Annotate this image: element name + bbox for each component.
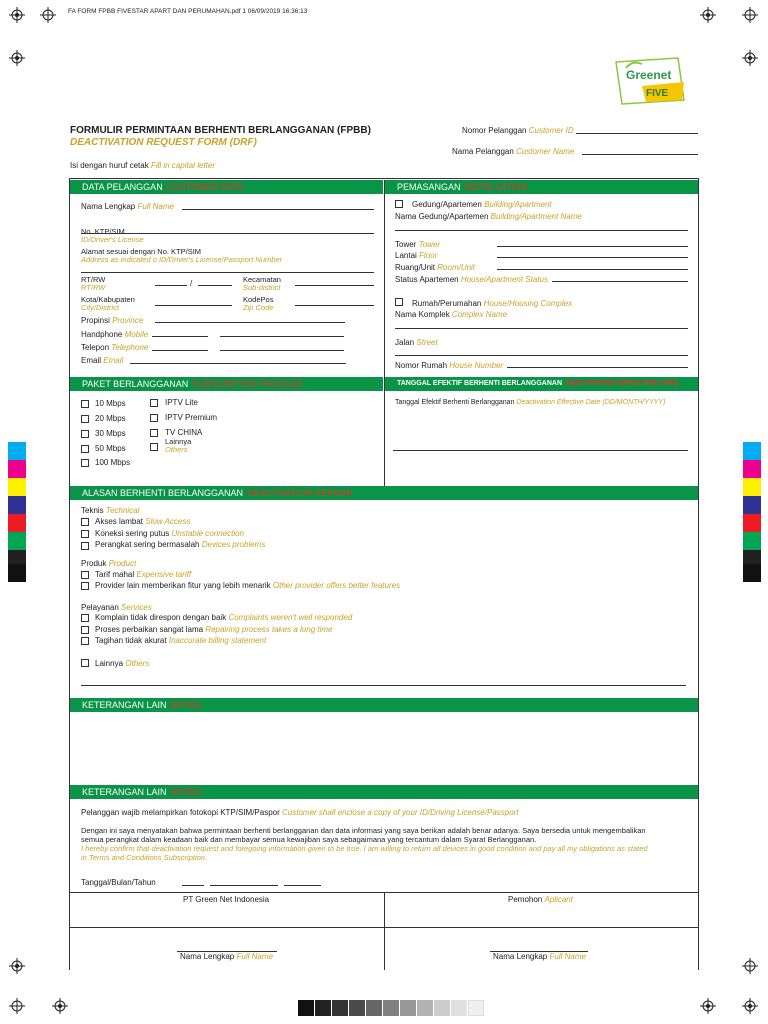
reason-repair-checkbox[interactable]: [81, 626, 89, 634]
effective-date-label: Tanggal Efektif Berhenti Berlangganan Deactivation Effective Date (DD/MONTH/YYYY): [395, 399, 666, 406]
column-divider: [384, 180, 385, 486]
registration-mark-icon: [742, 958, 758, 974]
rtrw-label: RT/RW RT/RW: [81, 275, 106, 292]
telephone-label: Telepon Telephone: [81, 343, 149, 352]
tower-field[interactable]: [497, 246, 688, 247]
color-swatch: [743, 442, 761, 460]
handphone-label: Handphone Mobile: [81, 330, 149, 339]
city-label: Kota/Kabupaten City/District: [81, 295, 135, 312]
speed-50-label: 50 Mbps: [95, 444, 126, 453]
declaration-text-4: in Terms and Conditions Subscription.: [81, 853, 208, 862]
registration-mark-icon: [40, 7, 56, 23]
reason-billing-checkbox[interactable]: [81, 637, 89, 645]
handphone-field-1[interactable]: [152, 336, 208, 337]
gray-swatch: [400, 1000, 416, 1016]
color-swatch: [743, 532, 761, 550]
reason-complaint-label: Komplain tidak direspon dengan baik Complaints weren't well responded: [95, 613, 353, 622]
logo-five: FIVE: [646, 88, 669, 99]
signature-name-applicant: Nama Lengkap Full Name: [493, 952, 586, 961]
unit-label: Ruang/Unit Room/Unit: [395, 263, 476, 272]
company-name: PT Green Net Indonesia: [183, 895, 270, 904]
handphone-field-2[interactable]: [220, 336, 344, 337]
rt-field[interactable]: [155, 285, 187, 286]
effective-date-field[interactable]: [393, 450, 688, 451]
notes-area[interactable]: [70, 712, 698, 784]
signature-right-border: [698, 928, 699, 970]
iptv-lite-checkbox[interactable]: [150, 399, 158, 407]
telephone-field-1[interactable]: [152, 350, 208, 351]
gray-swatch: [315, 1000, 331, 1016]
building-checkbox[interactable]: [395, 200, 403, 208]
house-number-field[interactable]: [507, 367, 688, 368]
color-swatch: [8, 496, 26, 514]
building-label: Gedung/Apartemen Building/Apartment: [412, 200, 552, 209]
apartment-status-field[interactable]: [552, 281, 688, 282]
gray-swatch: [332, 1000, 348, 1016]
iptv-premium-checkbox[interactable]: [150, 414, 158, 422]
color-swatch: [743, 514, 761, 532]
color-swatch: [743, 564, 761, 582]
id-number-label: No. KTP/SIM ID/Driver's License: [81, 227, 144, 244]
date-day-field[interactable]: [182, 885, 204, 886]
color-swatch: [8, 442, 26, 460]
speed-20-checkbox[interactable]: [81, 415, 89, 423]
complex-name-label: Nama Komplek Complex Name: [395, 310, 508, 319]
full-name-label: Nama Lengkap Full Name: [81, 202, 174, 211]
date-month-field[interactable]: [210, 885, 278, 886]
rtrw-slash: /: [190, 279, 193, 288]
customer-name-field[interactable]: [582, 154, 698, 155]
full-name-field[interactable]: [182, 209, 374, 210]
reason-devices-checkbox[interactable]: [81, 542, 89, 550]
speed-100-checkbox[interactable]: [81, 459, 89, 467]
speed-50-checkbox[interactable]: [81, 445, 89, 453]
color-swatch: [743, 496, 761, 514]
technical-label: Teknis Technical: [81, 506, 140, 515]
reason-unstable-checkbox[interactable]: [81, 530, 89, 538]
building-name-field[interactable]: [395, 230, 688, 231]
speed-30-label: 30 Mbps: [95, 429, 126, 438]
color-swatch: [743, 460, 761, 478]
effective-date-header: TANGGAL EFEKTIF BERHENTI BERLANGGANAN DEACTIVATION EFFECTIVE DATE: [385, 377, 698, 391]
form-title: FORMULIR PERMINTAAN BERHENTI BERLANGGANAN (FPBB): [70, 125, 371, 136]
building-name-label: Nama Gedung/Apartemen Building/Apartment Name: [395, 212, 582, 221]
gray-swatch: [349, 1000, 365, 1016]
reason-unstable-label: Koneksi sering putus Unstable connection: [95, 529, 244, 538]
province-field[interactable]: [155, 322, 345, 323]
registration-mark-icon: [700, 998, 716, 1014]
customer-id-label: Nomor Pelanggan Customer ID: [462, 126, 574, 135]
logo-greenet: Greenet: [626, 68, 672, 82]
speed-20-label: 20 Mbps: [95, 414, 126, 423]
reason-devices-label: Perangkat sering bermasalah Devices problems: [95, 540, 266, 549]
street-field[interactable]: [395, 355, 688, 356]
registration-mark-icon: [742, 998, 758, 1014]
customer-id-field[interactable]: [576, 133, 698, 134]
tv-china-label: TV CHINA: [165, 428, 203, 437]
signature-mid-border: [384, 928, 385, 970]
notes-header: KETERANGAN LAIN NOTES: [70, 698, 698, 712]
declaration-text-3: I hereby confirm that deactivation request and foregoing information given to be true. I am willing to return all devices in good condition and pay all my obligations as stated: [81, 844, 648, 853]
package-header: PAKET BERLANGGANAN SUBSCRIPTON PACKAGE: [70, 377, 383, 391]
address-field[interactable]: [81, 272, 374, 273]
signature-divider: [384, 892, 385, 928]
reason-repair-label: Proses perbaikan sangat lama Repairing process takes a long time: [95, 625, 333, 634]
id-number-field[interactable]: [81, 233, 374, 234]
reason-provider-label: Provider lain memberikan fitur yang lebih menarik Other provider offers better features: [95, 581, 401, 590]
reason-provider-checkbox[interactable]: [81, 582, 89, 590]
floor-field[interactable]: [497, 257, 688, 258]
customer-name-label: Nama Pelanggan Customer Name: [452, 147, 575, 156]
zipcode-label: KodePos Zip Code: [243, 295, 274, 312]
form-subtitle: DEACTIVATION REQUEST FORM (DRF): [70, 137, 257, 148]
signature-left-border: [69, 928, 70, 970]
registration-mark-icon: [742, 50, 758, 66]
house-label: Rumah/Perumahan House/Housing Complex: [412, 299, 573, 308]
kecamatan-label: Kecamatan Sub-district: [243, 275, 281, 292]
declaration-header: KETERANGAN LAIN NOTES: [70, 785, 698, 799]
reason-others-checkbox[interactable]: [81, 659, 89, 667]
tv-china-checkbox[interactable]: [150, 429, 158, 437]
reason-complaint-checkbox[interactable]: [81, 614, 89, 622]
package-others-label: Lainnya Others: [165, 437, 192, 454]
province-label: Propinsi Province: [81, 316, 144, 325]
gray-swatch: [451, 1000, 467, 1016]
color-swatch: [8, 514, 26, 532]
instruction-text: Isi dengan huruf cetak Fill in capital letter: [70, 161, 215, 170]
color-swatch: [8, 532, 26, 550]
reason-slow-access-checkbox[interactable]: [81, 518, 89, 526]
applicant-label: Pemohon Aplicant: [508, 895, 573, 904]
address-label: Alamat sesuai dengan No. KTP/SIM Address as indicated o ID/Driver's License/Passport Number: [81, 247, 283, 264]
date-year-field[interactable]: [284, 885, 321, 886]
gray-swatch: [468, 1000, 484, 1016]
speed-30-checkbox[interactable]: [81, 430, 89, 438]
color-swatch: [8, 564, 26, 582]
package-others-checkbox[interactable]: [150, 443, 158, 451]
reason-billing-label: Tagihan tidak akurat Inaccurate billing statement: [95, 636, 267, 645]
gray-swatch: [417, 1000, 433, 1016]
complex-name-field[interactable]: [395, 328, 688, 329]
kecamatan-field[interactable]: [295, 285, 374, 286]
zipcode-field[interactable]: [295, 305, 374, 306]
speed-10-label: 10 Mbps: [95, 399, 126, 408]
declaration-text-1: Dengan ini saya menyatakan bahwa permintaan berhenti berlangganan dan data informasi yang saya berikan adalah benar adanya. Saya bersedia untuk mengembalikan: [81, 826, 646, 835]
registration-mark-icon: [52, 998, 68, 1014]
reason-others-label: Lainnya Others: [95, 659, 150, 668]
reason-header: ALASAN BERHENTI BERLANGGANAN DEACTIVATION REASON: [70, 486, 698, 500]
street-label: Jalan Street: [395, 338, 438, 347]
gray-swatch: [366, 1000, 382, 1016]
email-field[interactable]: [130, 363, 346, 364]
file-header: FA FORM FPBB FIVESTAR APART DAN PERUMAHAN.pdf 1 06/09/2019 16:36:13: [68, 8, 308, 15]
unit-field[interactable]: [497, 269, 688, 270]
signature-name-company: Nama Lengkap Full Name: [180, 952, 273, 961]
registration-mark-icon: [700, 7, 716, 23]
house-checkbox[interactable]: [395, 298, 403, 306]
registration-mark-icon: [742, 7, 758, 23]
installation-header: PEMASANGAN INSTALLATION: [385, 180, 698, 194]
services-label: Pelayanan Services: [81, 603, 152, 612]
customer-data-header: DATA PELANGGAN CUSTOMER DATA: [70, 180, 383, 194]
reason-tariff-label: Tarif mahal Expensive tariff: [95, 570, 192, 579]
iptv-lite-label: IPTV Lite: [165, 398, 198, 407]
apartment-status-label: Status Apartemen House/Apartment Status: [395, 275, 548, 284]
registration-mark-icon: [9, 50, 25, 66]
gray-swatch: [383, 1000, 399, 1016]
declaration-text-2: semua perangkat dalam keadaan baik dan membayar semua kewajiban saya sebagaimana yang tercantum dalam Syarat Berlangganan.: [81, 835, 537, 844]
greenet-five-logo: [612, 56, 686, 106]
color-swatch: [8, 478, 26, 496]
rw-field[interactable]: [198, 285, 232, 286]
iptv-premium-label: IPTV Premium: [165, 413, 218, 422]
reason-slow-access-label: Akses lambat Slow Access: [95, 517, 191, 526]
registration-mark-icon: [9, 7, 25, 23]
telephone-field-2[interactable]: [220, 350, 344, 351]
attachment-note: Pelanggan wajib melampirkan fotokopi KTP/SIM/Paspor Customer shall enclose a copy of your ID/Driving License/Passport: [81, 808, 519, 817]
date-label: Tanggal/Bulan/Tahun: [81, 878, 156, 887]
color-swatch: [743, 478, 761, 496]
tower-label: Tower Tower: [395, 240, 441, 249]
registration-mark-icon: [9, 958, 25, 974]
reason-tariff-checkbox[interactable]: [81, 571, 89, 579]
speed-100-label: 100 Mbps: [95, 458, 131, 467]
color-swatch: [8, 460, 26, 478]
city-field[interactable]: [155, 305, 232, 306]
registration-mark-icon: [9, 998, 25, 1014]
house-number-label: Nomor Rumah House Number: [395, 361, 504, 370]
email-label: Email Email: [81, 356, 124, 365]
product-label: Produk Product: [81, 559, 137, 568]
floor-label: Lantai Floor: [395, 251, 438, 260]
gray-swatch: [298, 1000, 314, 1016]
speed-10-checkbox[interactable]: [81, 400, 89, 408]
gray-swatch: [434, 1000, 450, 1016]
reason-others-field[interactable]: [81, 685, 686, 686]
